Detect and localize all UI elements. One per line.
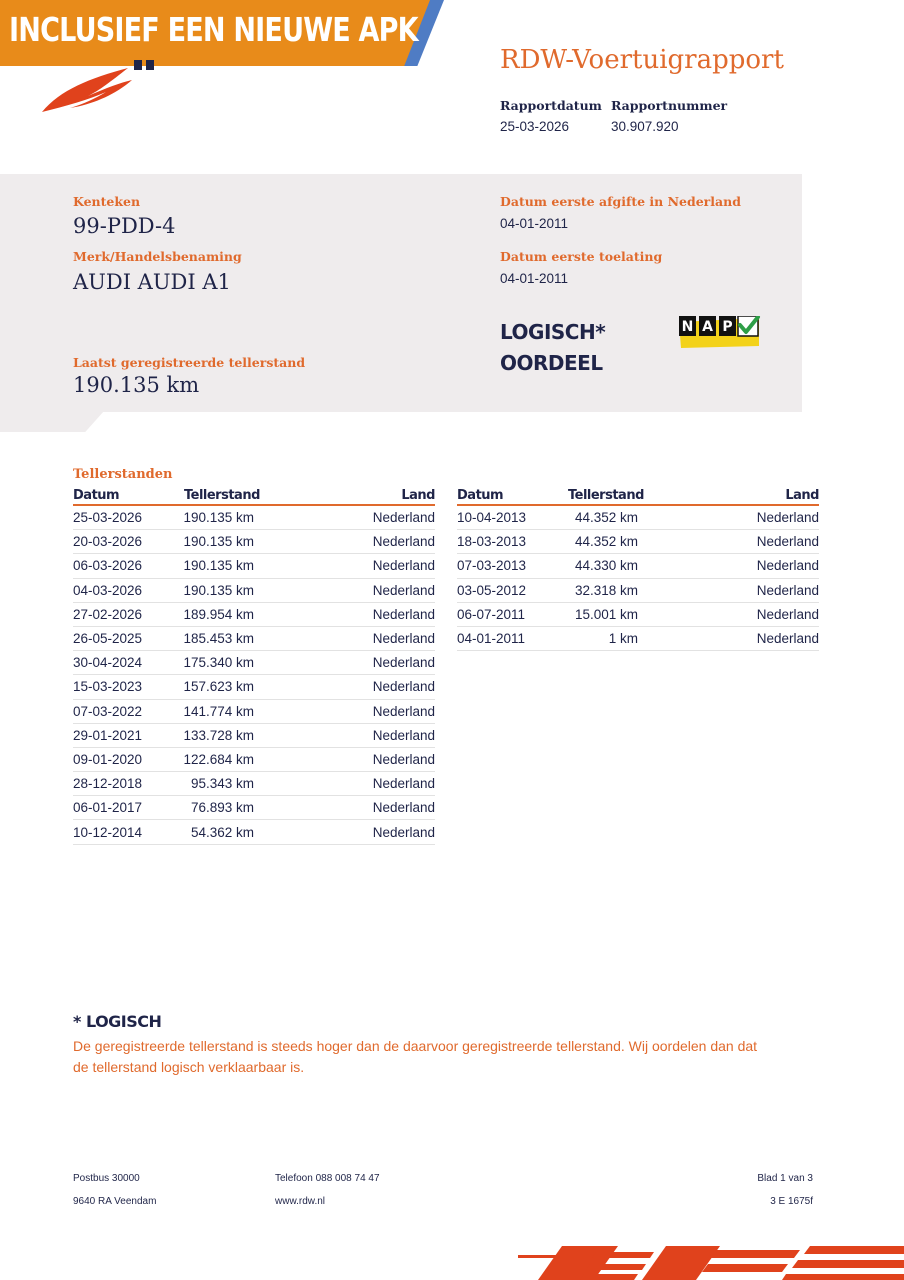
reading-country: Nederland (372, 534, 435, 550)
col-km-header: Tellerstand (568, 488, 644, 503)
reading-country: Nederland (756, 582, 819, 598)
reading-country: Nederland (756, 606, 819, 622)
reading-date: 07-03-2013 (457, 558, 527, 574)
footer-address-line2: 9640 RA Veendam (73, 1196, 157, 1207)
table-row (457, 603, 819, 627)
table-row (457, 627, 819, 651)
reading-km: 190.135 km (183, 534, 254, 550)
reading-date: 04-03-2026 (73, 582, 143, 598)
reading-km: 32.318 km (574, 582, 638, 598)
report-title: RDW-Voertuigrapport (500, 45, 784, 75)
table-row (73, 627, 435, 651)
table-header (73, 488, 435, 506)
reading-km: 133.728 km (183, 727, 254, 743)
first-admission-label: Datum eerste toelating (500, 249, 663, 264)
reading-date: 06-01-2017 (73, 800, 143, 816)
table-row (73, 579, 435, 603)
reading-date: 26-05-2025 (73, 631, 143, 647)
reading-km: 44.352 km (574, 510, 638, 526)
table-row (457, 554, 819, 578)
reading-country: Nederland (372, 510, 435, 526)
reading-km: 15.001 km (574, 606, 638, 622)
reading-date: 15-03-2023 (73, 679, 143, 695)
nap-letter-p: P (722, 319, 733, 335)
footer-phone: Telefoon 088 008 74 47 (275, 1173, 380, 1184)
reading-date: 30-04-2024 (73, 655, 143, 671)
odometer-label: Laatst geregistreerde tellerstand (73, 355, 306, 370)
col-km-header: Tellerstand (184, 488, 260, 503)
table-row (73, 554, 435, 578)
reading-date: 10-12-2014 (73, 824, 143, 840)
table-header (457, 488, 819, 506)
rdw-logo (40, 60, 160, 116)
report-number: 30.907.920 (611, 119, 679, 134)
col-country-header: Land (401, 488, 435, 503)
footer-code: 3 E 1675f (770, 1196, 813, 1207)
reading-km: 44.330 km (574, 558, 638, 574)
table-row (73, 796, 435, 820)
nap-letter-a: A (702, 319, 713, 335)
nap-badge (679, 316, 761, 348)
reading-km: 190.135 km (183, 582, 254, 598)
reading-date: 10-04-2013 (457, 510, 527, 526)
footer-website[interactable]: www.rdw.nl (275, 1196, 326, 1207)
table-row (457, 579, 819, 603)
banner-text: INCLUSIEF EEN NIEUWE APK (9, 10, 418, 49)
table-row (73, 675, 435, 699)
reading-km: 1 km (608, 631, 638, 647)
reading-date: 29-01-2021 (73, 727, 143, 743)
plate-value: 99-PDD-4 (73, 214, 176, 238)
reading-date: 27-02-2026 (73, 606, 143, 622)
reading-country: Nederland (756, 510, 819, 526)
col-date-header: Datum (457, 488, 504, 503)
table-row (73, 700, 435, 724)
reading-date: 18-03-2013 (457, 534, 527, 550)
footnote-title: * LOGISCH (73, 1012, 162, 1031)
reading-country: Nederland (372, 606, 435, 622)
footer-address-line1: Postbus 30000 (73, 1173, 140, 1184)
reading-country: Nederland (372, 800, 435, 816)
reading-km: 54.362 km (190, 824, 254, 840)
reading-country: Nederland (756, 534, 819, 550)
reading-date: 06-03-2026 (73, 558, 143, 574)
table-row (73, 530, 435, 554)
reading-country: Nederland (756, 558, 819, 574)
reading-date: 09-01-2020 (73, 751, 143, 767)
reading-km: 141.774 km (183, 703, 254, 719)
footer-page-number: Blad 1 van 3 (757, 1173, 813, 1184)
reading-date: 25-03-2026 (73, 510, 143, 526)
table-row (73, 820, 435, 844)
first-issue-label: Datum eerste afgifte in Nederland (500, 194, 741, 209)
table-row (73, 506, 435, 530)
table-row (73, 748, 435, 772)
reading-country: Nederland (756, 631, 819, 647)
make-value: AUDI AUDI A1 (73, 270, 231, 294)
reading-km: 190.135 km (183, 510, 254, 526)
reading-km: 122.684 km (183, 751, 254, 767)
reading-km: 189.954 km (183, 606, 254, 622)
col-date-header: Datum (73, 488, 120, 503)
reading-country: Nederland (372, 751, 435, 767)
readings-title: Tellerstanden (73, 467, 173, 482)
readings-table-right (457, 488, 819, 651)
table-row (457, 530, 819, 554)
reading-km: 190.135 km (183, 558, 254, 574)
report-number-label: Rapportnummer (611, 98, 728, 113)
readings-table-left (73, 488, 435, 845)
vehicle-panel-tail (0, 411, 104, 432)
reading-date: 06-07-2011 (457, 606, 526, 622)
first-issue-value: 04-01-2011 (500, 216, 569, 231)
table-row (73, 724, 435, 748)
odometer-value: 190.135 km (73, 373, 200, 397)
report-date-label: Rapportdatum (500, 98, 602, 113)
reading-country: Nederland (372, 824, 435, 840)
reading-km: 76.893 km (190, 800, 254, 816)
footnote-text: De geregistreerde tellerstand is steeds hoger dan de daarvoor geregistreerde tellerstand. Wij oordelen dan dat de tellerstand logisch verklaarbaar is. (73, 1038, 758, 1075)
reading-km: 175.340 km (183, 655, 254, 671)
make-label: Merk/Handelsbenaming (73, 249, 242, 264)
reading-date: 07-03-2022 (73, 703, 143, 719)
reading-date: 03-05-2012 (457, 582, 527, 598)
first-admission-value: 04-01-2011 (500, 271, 569, 286)
reading-country: Nederland (372, 655, 435, 671)
table-row (73, 772, 435, 796)
rdw-stripes-graphic (518, 1244, 904, 1280)
judgement-line1: LOGISCH* (500, 320, 606, 344)
reading-km: 185.453 km (183, 631, 254, 647)
reading-country: Nederland (372, 776, 435, 792)
judgement-line2: OORDEEL (500, 351, 603, 375)
reading-country: Nederland (372, 703, 435, 719)
reading-country: Nederland (372, 727, 435, 743)
col-country-header: Land (785, 488, 819, 503)
table-row (457, 506, 819, 530)
apk-banner (0, 0, 440, 66)
reading-country: Nederland (372, 679, 435, 695)
reading-km: 157.623 km (183, 679, 254, 695)
reading-date: 04-01-2011 (457, 631, 526, 647)
reading-country: Nederland (372, 631, 435, 647)
table-row (73, 603, 435, 627)
reading-km: 95.343 km (190, 776, 254, 792)
reading-date: 28-12-2018 (73, 776, 143, 792)
reading-km: 44.352 km (574, 534, 638, 550)
report-date: 25-03-2026 (500, 119, 570, 134)
reading-date: 20-03-2026 (73, 534, 143, 550)
reading-country: Nederland (372, 558, 435, 574)
table-row (73, 651, 435, 675)
nap-letter-n: N (681, 319, 694, 335)
reading-country: Nederland (372, 582, 435, 598)
plate-label: Kenteken (73, 194, 141, 209)
